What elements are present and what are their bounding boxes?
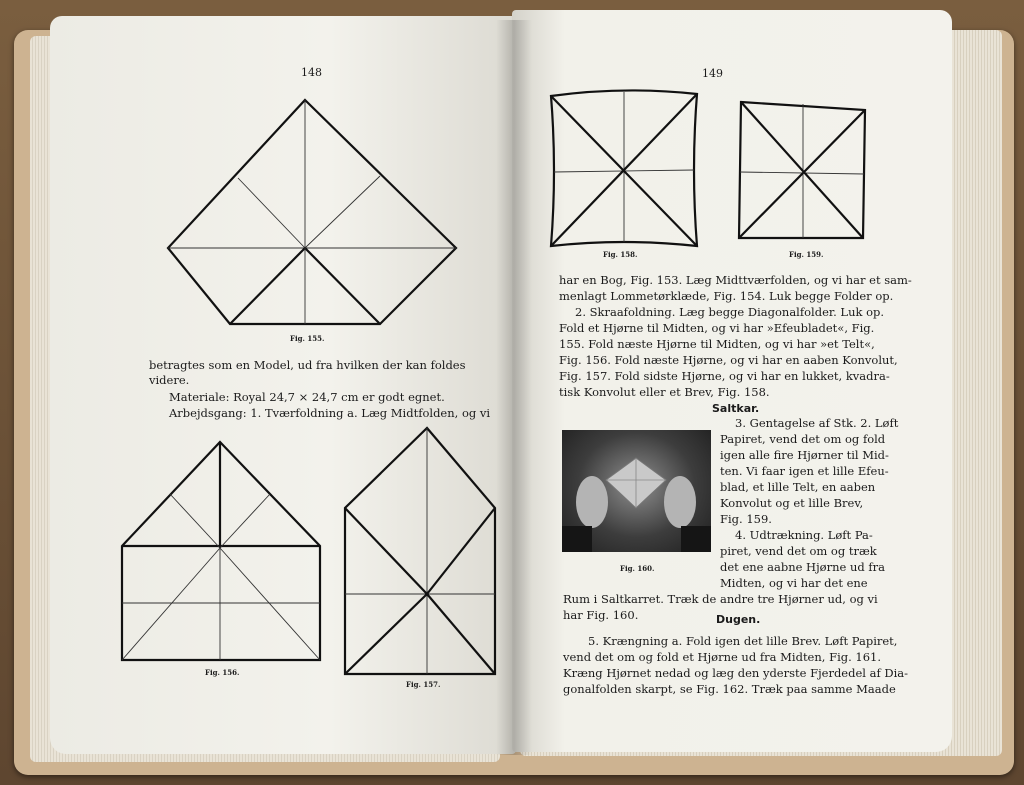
text-line: det ene aabne Hjørne ud fra bbox=[720, 560, 885, 574]
text-line: videre. bbox=[149, 373, 190, 387]
text-line: Materiale: Royal 24,7 × 24,7 cm er godt egnet. bbox=[169, 390, 445, 404]
figure-159 bbox=[739, 100, 867, 240]
text-line: blad, et lille Telt, en aaben bbox=[720, 480, 876, 494]
section-heading-dugen: Dugen. bbox=[716, 613, 761, 626]
figure-156 bbox=[122, 440, 322, 662]
figure-160-caption: Fig. 160. bbox=[620, 564, 655, 573]
text-line: ten. Vi faar igen et lille Efeu- bbox=[720, 464, 889, 478]
text-line: 4. Udtrækning. Løft Pa- bbox=[735, 528, 873, 542]
text-line: Fold et Hjørne til Midten, og vi har »Efeubladet«, Fig. bbox=[559, 321, 875, 335]
text-line: 5. Krængning a. Fold igen det lille Brev. Løft Papiret, bbox=[588, 634, 898, 648]
figure-159-caption: Fig. 159. bbox=[789, 250, 824, 259]
text-line: Kræng Hjørnet nedad og læg den yderste Fjerdedel af Dia- bbox=[563, 666, 909, 680]
section-heading-saltkar: Saltkar. bbox=[712, 402, 760, 415]
text-line: 155. Fold næste Hjørne til Midten, og vi har »et Telt«, bbox=[559, 337, 875, 351]
text-line: har en Bog, Fig. 153. Læg Midttværfolden, og vi har et sam- bbox=[559, 273, 912, 287]
text-line: Papiret, vend det om og fold bbox=[720, 432, 886, 446]
figure-157-caption: Fig. 157. bbox=[406, 680, 441, 689]
text-line: igen alle fire Hjørner til Mid- bbox=[720, 448, 889, 462]
text-line: menlagt Lommetørklæde, Fig. 154. Luk begge Folder op. bbox=[559, 289, 894, 303]
text-line: 3. Gentagelse af Stk. 2. Løft bbox=[735, 416, 899, 430]
figure-157 bbox=[345, 426, 497, 678]
text-line: Rum i Saltkarret. Træk de andre tre Hjørner ud, og vi bbox=[563, 592, 878, 606]
figure-158 bbox=[549, 90, 699, 250]
text-line: 2. Skraafoldning. Læg begge Diagonalfolder. Luk op. bbox=[575, 305, 885, 319]
text-line: Arbejdsgang: 1. Tværfoldning a. Læg Midtfolden, og vi bbox=[169, 406, 491, 420]
text-line: Fig. 157. Fold sidste Hjørne, og vi har en lukket, kvadra- bbox=[559, 369, 890, 383]
text-line: gonalfolden skarpt, se Fig. 162. Træk paa samme Maade bbox=[563, 682, 896, 696]
right-page bbox=[512, 10, 952, 752]
text-line: vend det om og fold et Hjørne ud fra Midten, Fig. 161. bbox=[563, 650, 882, 664]
figure-160-photo bbox=[562, 430, 711, 552]
text-line: piret, vend det om og træk bbox=[720, 544, 877, 558]
page-number: 149 bbox=[702, 67, 723, 80]
text-line: Fig. 159. bbox=[720, 512, 772, 526]
text-line: tisk Konvolut eller et Brev, Fig. 158. bbox=[559, 385, 770, 399]
left-page bbox=[50, 16, 516, 754]
text-line: betragtes som en Model, ud fra hvilken der kan foldes bbox=[149, 358, 466, 372]
figure-158-caption: Fig. 158. bbox=[603, 250, 638, 259]
text-line: Fig. 156. Fold næste Hjørne, og vi har en aaben Konvolut, bbox=[559, 353, 898, 367]
figure-155-caption: Fig. 155. bbox=[290, 334, 325, 343]
page-number: 148 bbox=[301, 66, 322, 79]
figure-156-caption: Fig. 156. bbox=[205, 668, 240, 677]
figure-155 bbox=[168, 98, 458, 328]
text-line: Konvolut og et lille Brev, bbox=[720, 496, 864, 510]
text-line: Midten, og vi har det ene bbox=[720, 576, 868, 590]
text-line: har Fig. 160. bbox=[563, 608, 639, 622]
